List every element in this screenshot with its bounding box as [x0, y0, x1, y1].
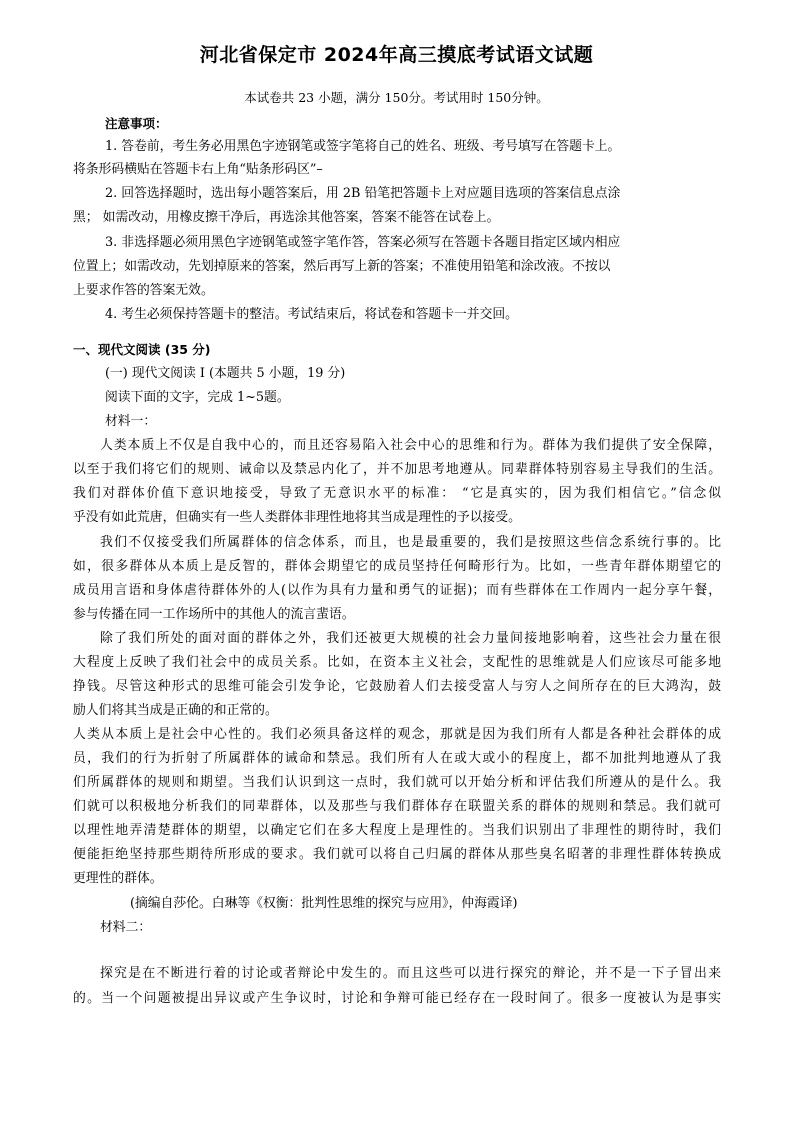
paragraph-line: 励人们将其当成是正确的和正常的。 [73, 703, 278, 718]
note-line: 2. 回答选择题时，选出每小题答案后，用 2B 铅笔把答题卡上对应题目选项的答案信息点涂 [105, 186, 621, 201]
paragraph-line: 参与传播在同一工作场所中的其他人的流言蜚语。 [73, 607, 355, 622]
paragraph-line: 成员用言语和身体虐待群体外的人(以作为具有力量和勇气的证据)；而有些群体在工作周内一起分享午餐， [73, 583, 721, 598]
paragraph-line: 更理性的群体。 [73, 871, 163, 886]
paragraph-line: 如，很多群体从本质上是反智的，群体会期望它的成员坚持任何畸形行为。比如，一些青年群体期望它的 [73, 559, 721, 574]
section-heading: 一、现代文阅读 (35 分) [73, 342, 211, 357]
notes-heading: 注意事项： [105, 116, 168, 131]
note-line: 位置上；如需改动，先划掉原来的答案，然后再写上新的答案；不准使用铅笔和涂改液。不按以 [73, 259, 611, 274]
paragraph-line: 们所属群体的规则和期望。当我们认识到这一点时，我们就可以开始分析和评估我们所遵从的是什么。我 [73, 775, 721, 790]
paragraph-line: 我们对群体价值下意识地接受，导致了无意识水平的标准： “它是真实的，因为我们相信它。”信念似 [73, 486, 721, 501]
paragraph-line: 们就可以积极地分析我们的同辈群体，以及那些与我们群体存在联盟关系的群体的规则和禁忌。我们就可 [73, 799, 721, 814]
material-label: 材料二： [100, 920, 152, 935]
note-line: 3. 非选择题必须用黑色字迹钢笔或签字笔作答，答案必须写在答题卡各题目指定区域内相应 [105, 235, 621, 250]
note-line: 上要求作答的答案无效。 [73, 283, 214, 298]
subsection-heading: (一) 现代文阅读 I (本题共 5 小题，19 分) [105, 366, 346, 381]
note-line: 4. 考生必须保持答题卡的整洁。考试结束后，将试卷和答题卡一并交回。 [105, 307, 518, 322]
material-label: 材料一： [105, 414, 157, 429]
paragraph-line: 员，我们的行为折射了所属群体的诫命和禁忌。我们所有人在或大或小的程度上，都不加批判地遵从了我 [73, 751, 721, 766]
citation: (摘编自莎伦。白琳等《权衡：批判性思维的探究与应用》，仲海霞译) [130, 896, 518, 911]
note-line: 将条形码横贴在答题卡右上角“贴条形码区”– [73, 162, 323, 177]
paragraph-line: 人类从本质上是社会中心性的。我们必须具备这样的观念，那就是因为我们所有人都是各种社会群体的成 [73, 727, 721, 742]
paragraph-line: 以理性地弄清楚群体的期望，以确定它们在多大程度上是理性的。当我们识别出了非理性的期待时，我们 [73, 823, 721, 838]
paragraph-line: 以至于我们将它们的规则、诫命以及禁忌内化了，并不加思考地遵从。同辈群体特别容易主导我们的生活。 [73, 462, 721, 477]
exam-info: 本试卷共 23 小题，满分 150分。考试用时 150分钟。 [244, 90, 549, 105]
paragraph-line: 我们不仅接受我们所属群体的信念体系，而且，也是最重要的，我们是按照这些信念系统行事的。比 [100, 535, 721, 550]
paragraph-line: 除了我们所处的面对面的群体之外，我们还被更大规模的社会力量间接地影响着，这些社会力量在很 [100, 631, 721, 646]
paragraph-line: 乎没有如此荒唐，但确实有一些人类群体非理性地将其当成是理性的予以接受。 [73, 510, 521, 525]
page-title: 河北省保定市 2024年高三摸底考试语文试题 [199, 44, 594, 66]
note-line: 1. 答卷前，考生务必用黑色字迹钢笔或签字笔将自己的姓名、班级、考号填写在答题卡上。 [105, 139, 621, 154]
paragraph-line: 便能拒绝坚持那些期待所形成的要求。我们就可以将自己归属的群体从那些臭名昭著的非理性群体转换成 [73, 847, 721, 862]
paragraph-line: 大程度上反映了我们社会中的成员关系。比如，在资本主义社会，支配性的思维就是人们应该尽可能多地 [73, 655, 721, 670]
paragraph-line: 挣钱。尽管这种形式的思维可能会引发争论，它鼓励着人们去接受富人与穷人之间所存在的巨大鸿沟，鼓 [73, 679, 721, 694]
note-line: 黑； 如需改动，用橡皮擦干净后，再选涂其他答案，答案不能答在试卷上。 [73, 210, 500, 225]
paragraph-line: 人类本质上不仅是自我中心的，而且还容易陷入社会中心的思维和行为。群体为我们提供了安全保障， [100, 438, 721, 453]
paragraph-line: 的。当一个问题被提出异议或产生争议时，讨论和争辩可能已经存在一段时间了。很多一度被认为是事实 [73, 991, 721, 1006]
paragraph-line: 探究是在不断进行着的讨论或者辩论中发生的。而且这些可以进行探究的辩论，并不是一下子冒出来 [100, 966, 721, 981]
instruction-text: 阅读下面的文字，完成 1~5题。 [105, 390, 290, 405]
